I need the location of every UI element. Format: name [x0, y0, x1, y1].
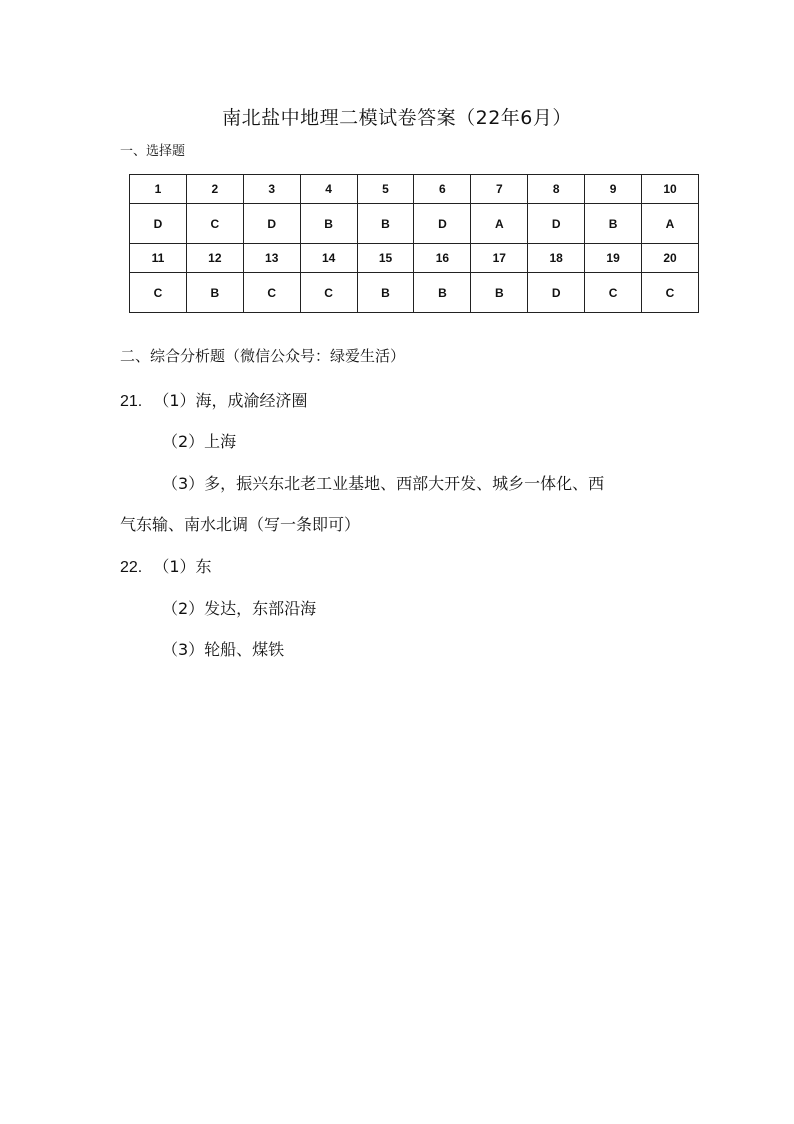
question-number-cell: 16	[414, 244, 471, 273]
question-number-cell: 12	[186, 244, 243, 273]
answer-cell: B	[186, 273, 243, 313]
q22-answer-3: （3）轮船、煤铁	[162, 640, 285, 659]
question-number-cell: 15	[357, 244, 414, 273]
table-row-numbers-1	[130, 175, 699, 204]
answer-cell: D	[528, 273, 585, 313]
question-number-cell: 20	[642, 244, 699, 273]
q21-line-1	[120, 388, 308, 411]
question-number-cell: 6	[414, 175, 471, 204]
answer-cell: D	[414, 204, 471, 244]
section-heading-analysis: 二、综合分析题（微信公众号：绿爱生活）	[120, 347, 406, 365]
answer-cell: C	[642, 273, 699, 313]
question-number-cell: 10	[642, 175, 699, 204]
question-number-cell: 8	[528, 175, 585, 204]
q21-answer-2: （2）上海	[162, 432, 237, 451]
q21-answer-3-line-1: （3）多，振兴东北老工业基地、西部大开发、城乡一体化、西	[162, 474, 605, 493]
answer-cell: C	[243, 273, 300, 313]
question-number-cell: 7	[471, 175, 528, 204]
q22-answer-2: （2）发达，东部沿海	[162, 599, 317, 618]
question-number-cell: 9	[585, 175, 642, 204]
answer-cell: D	[243, 204, 300, 244]
answer-cell: B	[357, 204, 414, 244]
question-number-cell: 2	[186, 175, 243, 204]
table-row-answers-2	[130, 273, 699, 313]
q22-answer-1: （1）东	[153, 557, 212, 576]
answer-cell: C	[130, 273, 187, 313]
q22-number: 22.	[120, 559, 143, 576]
q21-answer-1: （1）海，成渝经济圈	[153, 391, 308, 410]
question-number-cell: 13	[243, 244, 300, 273]
answer-cell: B	[300, 204, 357, 244]
answer-table	[129, 174, 699, 313]
question-number-cell: 17	[471, 244, 528, 273]
answer-cell: A	[471, 204, 528, 244]
answer-cell: C	[585, 273, 642, 313]
question-number-cell: 18	[528, 244, 585, 273]
table-row-answers-1	[130, 204, 699, 244]
question-number-cell: 11	[130, 244, 187, 273]
question-number-cell: 14	[300, 244, 357, 273]
answer-cell: B	[471, 273, 528, 313]
answer-cell: B	[585, 204, 642, 244]
question-number-cell: 19	[585, 244, 642, 273]
answer-cell: D	[130, 204, 187, 244]
question-number-cell: 3	[243, 175, 300, 204]
section-heading-choice: 一、选择题	[120, 144, 186, 159]
q21-answer-3-line-2: 气东输、南水北调（写一条即可）	[120, 515, 361, 534]
q22-line-1	[120, 554, 212, 577]
answer-cell: B	[414, 273, 471, 313]
answer-cell: D	[528, 204, 585, 244]
table-row-numbers-2	[130, 244, 699, 273]
q21-number: 21.	[120, 393, 143, 410]
question-number-cell: 5	[357, 175, 414, 204]
page-title: 南北盐中地理二模试卷答案（22年6月）	[222, 107, 572, 129]
answer-cell: B	[357, 273, 414, 313]
question-number-cell: 1	[130, 175, 187, 204]
answer-cell: C	[186, 204, 243, 244]
answer-cell: A	[642, 204, 699, 244]
answer-cell: C	[300, 273, 357, 313]
question-number-cell: 4	[300, 175, 357, 204]
